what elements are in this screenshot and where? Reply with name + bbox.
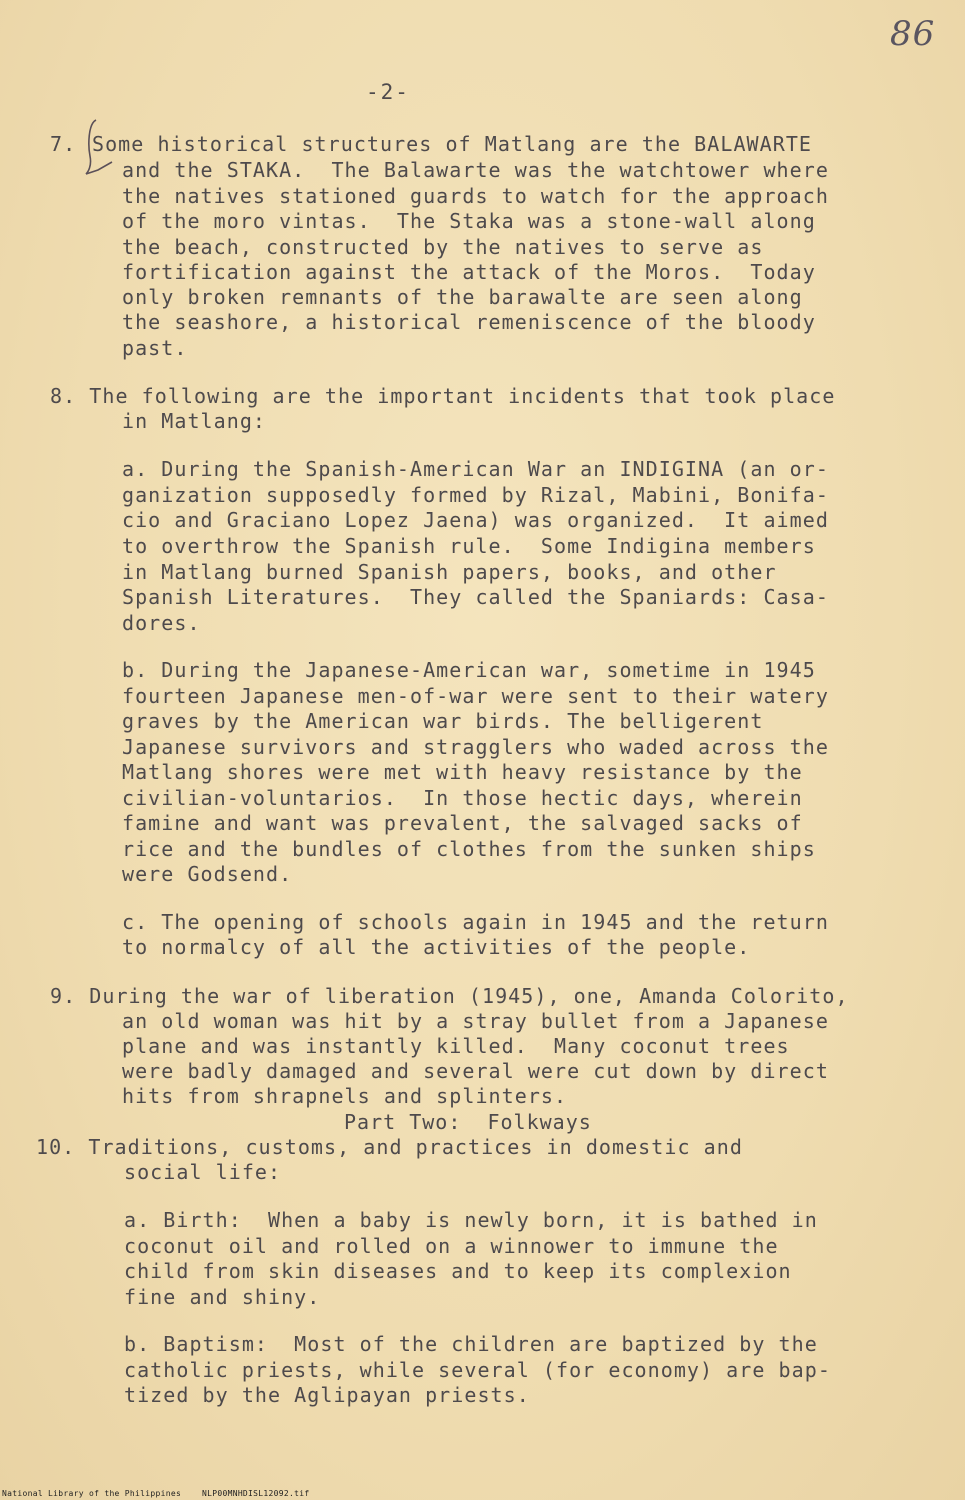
- text-line: in Matlang:: [122, 409, 267, 433]
- text-line: the natives stationed guards to watch for the approach: [122, 184, 829, 208]
- text-line: child from skin diseases and to keep its complexion: [124, 1259, 792, 1283]
- text-line: c. The opening of schools again in 1945 and the return: [122, 910, 829, 934]
- text-line: Spanish Literatures. They called the Spaniards: Casa-: [122, 585, 829, 609]
- text-line: a. Birth: When a baby is newly born, it is bathed in: [124, 1208, 818, 1232]
- text-line: to overthrow the Spanish rule. Some Indigina members: [122, 534, 816, 558]
- text-line: of the moro vintas. The Staka was a stone-wall along: [122, 209, 816, 233]
- text-line: Matlang shores were met with heavy resistance by the: [122, 760, 803, 784]
- text-line: hits from shrapnels and splinters.: [122, 1084, 568, 1108]
- text-line: a. During the Spanish-American War an INDIGINA (an or-: [122, 457, 829, 481]
- text-line: b. During the Japanese-American war, sometime in 1945: [122, 658, 816, 682]
- text-line: only broken remnants of the barawalte are seen along: [122, 285, 803, 309]
- text-line: the seashore, a historical remeniscence of the bloody: [122, 310, 816, 334]
- text-line: 10. Traditions, customs, and practices in domestic and: [36, 1135, 743, 1159]
- text-line: the beach, constructed by the natives to serve as: [122, 235, 764, 259]
- text-line: coconut oil and rolled on a winnower to immune the: [124, 1234, 779, 1258]
- text-line: cio and Graciano Lopez Jaena) was organized. It aimed: [122, 508, 829, 532]
- footer-library-label: National Library of the Philippines: [2, 1489, 182, 1498]
- text-line: b. Baptism: Most of the children are baptized by the: [124, 1332, 818, 1356]
- text-line: plane and was instantly killed. Many coconut trees: [122, 1034, 790, 1058]
- text-line: dores.: [122, 611, 201, 635]
- text-line: 8. The following are the important incidents that took place: [50, 384, 836, 408]
- item-number: 7.: [50, 132, 77, 156]
- text-line: an old woman was hit by a stray bullet from a Japanese: [122, 1009, 829, 1033]
- text-line: graves by the American war birds. The belligerent: [122, 709, 764, 733]
- text-line: in Matlang burned Spanish papers, books, and other: [122, 560, 777, 584]
- text-line: Japanese survivors and stragglers who waded across the: [122, 735, 829, 759]
- part-two-heading: Part Two: Folkways: [344, 1110, 592, 1134]
- text-line: ganization supposedly formed by Rizal, Mabini, Bonifa-: [122, 483, 829, 507]
- text-line: fortification against the attack of the Moros. Today: [122, 260, 816, 284]
- text-line: fine and shiny.: [124, 1285, 321, 1309]
- text-line: were Godsend.: [122, 862, 293, 886]
- text-line: Some historical structures of Matlang are the BALAWARTE: [92, 132, 813, 156]
- text-line: rice and the bundles of clothes from the sunken ships: [122, 837, 816, 861]
- text-line: and the STAKA. The Balawarte was the watchtower where: [122, 158, 829, 182]
- text-line: were badly damaged and several were cut down by direct: [122, 1059, 829, 1083]
- text-line: fourteen Japanese men-of-war were sent to their watery: [122, 684, 829, 708]
- text-line: past.: [122, 336, 188, 360]
- typed-page-marker: -2-: [366, 80, 410, 104]
- text-line: to normalcy of all the activities of the people.: [122, 935, 751, 959]
- text-line: social life:: [124, 1160, 282, 1184]
- text-line: famine and want was prevalent, the salvaged sacks of: [122, 811, 803, 835]
- text-line: tized by the Aglipayan priests.: [124, 1383, 530, 1407]
- text-line: catholic priests, while several (for economy) are bap-: [124, 1358, 831, 1382]
- handwritten-page-number: 86: [890, 14, 936, 54]
- footer-filename: NLP00MNHDISL12092.tif: [202, 1489, 310, 1498]
- text-line: civilian-voluntarios. In those hectic days, wherein: [122, 786, 803, 810]
- text-line: 9. During the war of liberation (1945), one, Amanda Colorito,: [50, 984, 849, 1008]
